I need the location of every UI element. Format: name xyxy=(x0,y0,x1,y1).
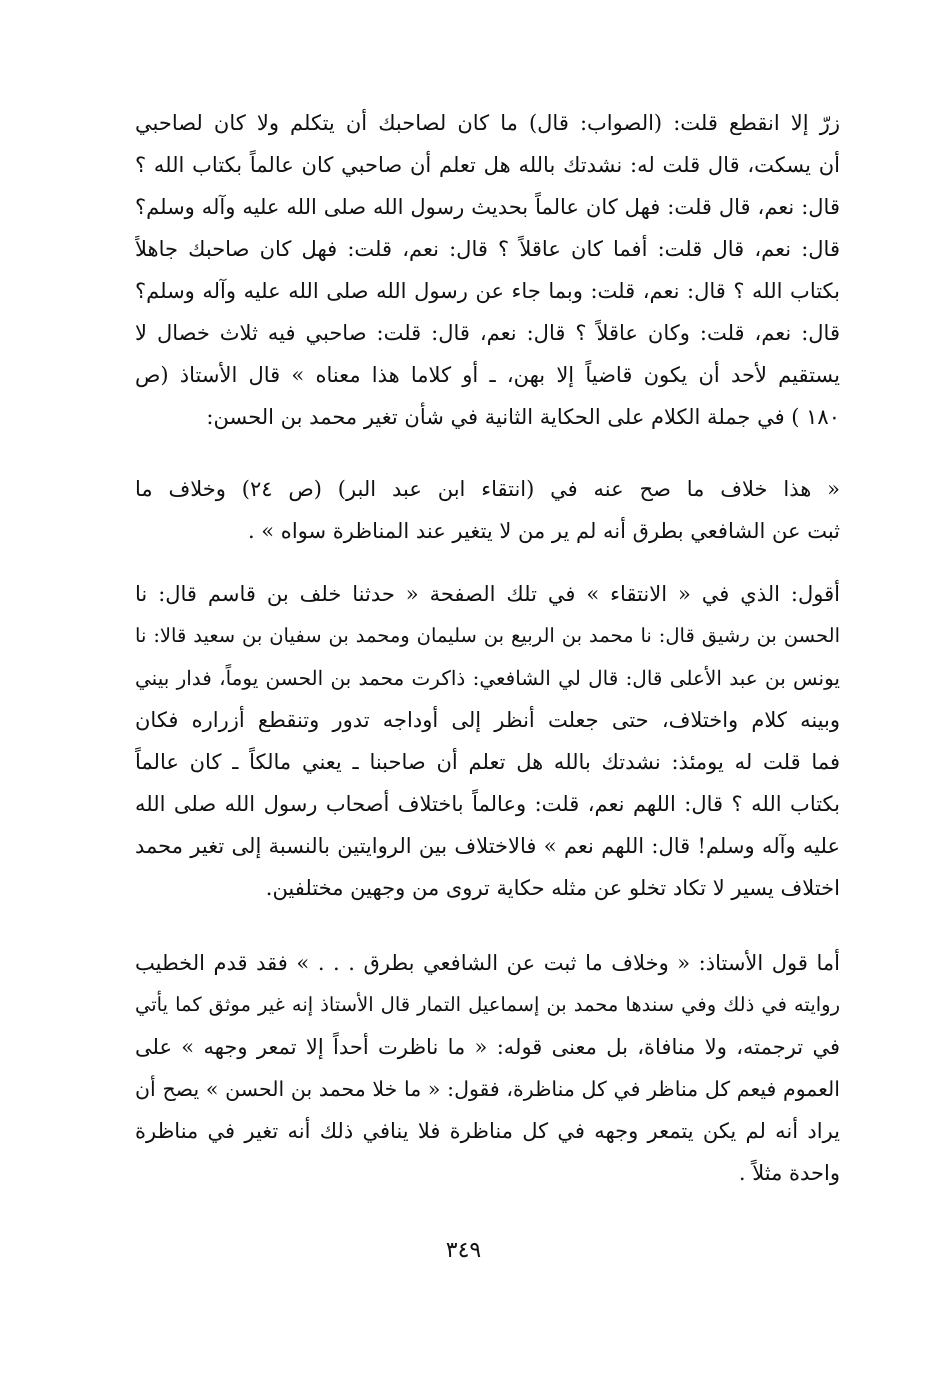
text-line: وبينه كلام واختلاف، حتى جعلت أنظر إلى أوداجه تدور وتنقطع أزراره فكان xyxy=(135,708,840,732)
text-line: اختلاف يسير لا تكاد تخلو عن مثله حكاية تروى من وجهين مختلفين. xyxy=(265,876,840,900)
text-line: الحسن بن رشيق قال: نا محمد بن الربيع بن سليمان ومحمد بن سفيان بن سعيد قالا: نا xyxy=(135,624,840,647)
text-line: قال: نعم، قال قلت: فهل كان عالماً بحديث رسول الله صلى الله عليه وآله وسلم؟ xyxy=(135,195,840,219)
text-line: ١٨٠ ) في جملة الكلام على الحكاية الثانية في شأن تغير محمد بن الحسن: xyxy=(206,405,840,429)
text-line: ثبت عن الشافعي بطرق أنه لم ير من لا يتغير عند المناظرة سواه » . xyxy=(247,519,840,543)
paragraph-response xyxy=(135,573,840,909)
text-line: يونس بن عبد الأعلى قال: قال لي الشافعي: ذاكرت محمد بن الحسن يوماً، فدار بيني xyxy=(135,666,840,690)
text-line: أن يسكت، قال قلت له: نشدتك بالله هل تعلم أن صاحبي كان عالماً بكتاب الله ؟ xyxy=(135,153,840,177)
text-line: يراد أنه لم يكن يتمعر وجهه في كل مناظرة فلا ينافي ذلك أنه تغير في مناظرة xyxy=(135,1119,840,1143)
text-line: واحدة مثلاً . xyxy=(738,1161,840,1185)
text-line: زرّ إلا انقطع قلت: (الصواب: قال) ما كان لصاحبك أن يتكلم ولا كان لصاحبي xyxy=(135,111,840,135)
paragraph-conclusion xyxy=(135,942,840,1194)
text-line: أقول: الذي في « الانتقاء » في تلك الصفحة « حدثنا خلف بن قاسم قال: نا xyxy=(135,582,840,606)
text-line: بكتاب الله ؟ قال: اللهم نعم، قلت: وعالماً باختلاف أصحاب رسول الله صلى الله xyxy=(135,792,840,816)
text-line: بكتاب الله ؟ قال: نعم، قلت: وبما جاء عن رسول الله صلى الله عليه وآله وسلم؟ xyxy=(135,279,840,303)
paragraph-narration xyxy=(135,102,840,438)
text-line: روايته في ذلك وفي سندها محمد بن إسماعيل التمار قال الأستاذ إنه غير موثق كما يأتي xyxy=(135,993,840,1016)
paragraph-quotation xyxy=(135,468,840,552)
text-line: في ترجمته، ولا منافاة، بل معنى قوله: « ما ناظرت أحداً إلا تمعر وجهه » على xyxy=(135,1035,840,1059)
text-line: العموم فيعم كل مناظر في كل مناظرة، فقول: « ما خلا محمد بن الحسن » يصح أن xyxy=(135,1077,840,1101)
text-line: « هذا خلاف ما صح عنه في (انتقاء ابن عبد البر) (ص ٢٤) وخلاف ما xyxy=(135,477,840,501)
text-line: عليه وآله وسلم! قال: اللهم نعم » فالاختلاف بين الروايتين بالنسبة إلى تغير محمد xyxy=(135,834,840,858)
page-number: ٣٤٩ xyxy=(445,1238,482,1263)
text-line: قال: نعم، قال قلت: أفما كان عاقلاً ؟ قال: نعم، قلت: فهل كان صاحبك جاهلاً xyxy=(135,237,840,261)
text-line: قال: نعم، قلت: وكان عاقلاً ؟ قال: نعم، قال: قلت: صاحبي فيه ثلاث خصال لا xyxy=(135,321,840,345)
text-line: فما قلت له يومئذ: نشدتك بالله هل تعلم أن صاحبنا ـ يعني مالكاً ـ كان عالماً xyxy=(135,750,840,774)
text-line: يستقيم لأحد أن يكون قاضياً إلا بهن، ـ أو كلاما هذا معناه » قال الأستاذ (ص xyxy=(135,363,840,387)
text-line: أما قول الأستاذ: « وخلاف ما ثبت عن الشافعي بطرق . . . » فقد قدم الخطيب xyxy=(135,951,840,975)
